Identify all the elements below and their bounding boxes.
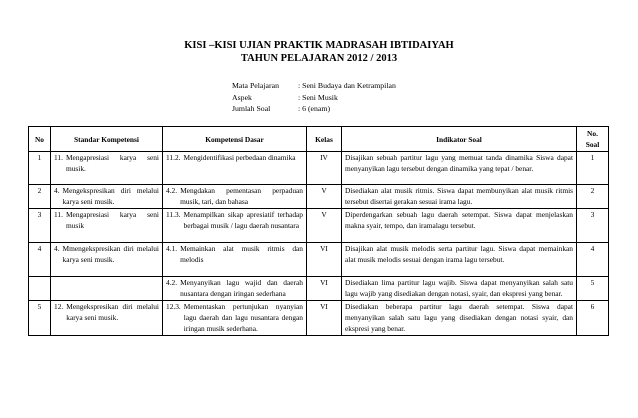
meta-block (232, 80, 396, 115)
sk-text: Mengekspresikan diri melalui karya seni musik. (66, 302, 159, 322)
kd-text: Mementaskan pertunjukan nyanyian lagu daerah dan lagu nusantara dengan iringan musik sederhana. (183, 302, 303, 333)
sk-number: 4. (54, 244, 60, 254)
sk-text: Mengapresiasi karya seni musik (65, 210, 159, 230)
table-row (29, 185, 609, 209)
kd-text: Mengdakan pementasan perpaduan musik, tari, dan bahasa (180, 186, 303, 206)
sk-text: Mengekspresikan diri melalui karya seni musik. (62, 186, 159, 206)
document-subtitle: TAHUN PELAJARAN 2012 / 2013 (240, 53, 398, 64)
cell-indikator: Disediakan alat musik ritmis. Siswa dapat membunyikan alat musik ritmis tersebut disertai gerakan sesuai irama lagu. (342, 185, 577, 209)
kd-text: Memainkan alat musik ritmis dan melodis (180, 244, 303, 264)
sk-number: 12. (54, 302, 64, 312)
table-row (29, 209, 609, 243)
kd-number: 4.2. (166, 186, 178, 195)
cell-no: 1 (29, 152, 51, 185)
cell-indikator: Disediakan lima partitur lagu wajib. Siswa dapat menyanyikan salah satu lagu wajib yang disediakan dengan notasi, syair, dan ekspresi yang benar. (342, 277, 577, 301)
kd-text: Mengidentifikasi perbedaan dinamika (183, 153, 296, 162)
cell-no-soal: 3 (577, 209, 609, 243)
cell-no: 4 (29, 243, 51, 277)
kd-text: Menyanyikan lagu wajid dan daerah nusantara dengan iringan sederhana (180, 278, 303, 298)
cell-kompetensi-dasar (163, 185, 307, 209)
header-standar-kompetensi: Standar Kompetensi (51, 127, 163, 152)
meta-value: : Seni Musik (298, 92, 338, 102)
cell-indikator: Disajikan alat musik melodis serta partitur lagu. Siswa dapat memainkan alat musik melodis sesuai dengan irama lagu tersebut. (342, 243, 577, 277)
kd-number: 11.3. (166, 210, 181, 220)
cell-indikator: Disediakan beberapa partitur lagu daerah setempat. Siswa dapat menyanyikan salah satu lagu yang disediakan dengan notasi syair, dan ekspresi yang benar. (342, 301, 577, 336)
meta-key: Aspek (232, 92, 252, 102)
kisi-table (28, 126, 609, 336)
cell-kelas: VI (307, 243, 342, 277)
kd-number: 4.1. (166, 244, 178, 254)
cell-indikator: Disajikan sebuah partitur lagu yang memuat tanda dinamika Siswa dapat menyanyikan lagu tersebut dengan dinamika yang tepat / benar. (342, 152, 577, 185)
cell-standar-kompetensi (51, 152, 163, 185)
meta-value: : Seni Budaya dan Ketrampilan (298, 81, 396, 90)
sk-text: Mengapresiasi karya seni musik. (65, 153, 159, 173)
header-indikator-soal: Indikator Soal (342, 127, 577, 152)
header-kelas: Kelas (307, 127, 342, 152)
cell-kelas: VI (307, 277, 342, 301)
meta-row-subject (232, 80, 396, 92)
cell-standar-kompetensi (51, 301, 163, 336)
cell-kelas: IV (307, 152, 342, 185)
document-title: KISI –KISI UJIAN PRAKTIK MADRASAH IBTIDAIYAH (184, 40, 454, 51)
cell-no: 5 (29, 301, 51, 336)
cell-standar-kompetensi (51, 185, 163, 209)
cell-standar-kompetensi (51, 209, 163, 243)
sk-number: 11. (54, 153, 63, 162)
cell-no (29, 277, 51, 301)
table-row (29, 152, 609, 185)
cell-kompetensi-dasar (163, 209, 307, 243)
kd-number: 11.2. (166, 153, 181, 162)
header-kompetensi-dasar: Kompetensi Dasar (163, 127, 307, 152)
cell-kompetensi-dasar (163, 152, 307, 185)
cell-kelas: V (307, 209, 342, 243)
kd-number: 12.3. (166, 302, 181, 312)
cell-kelas: V (307, 185, 342, 209)
meta-key: Mata Pelajaran (232, 81, 279, 90)
cell-standar-kompetensi (51, 243, 163, 277)
kd-text: Menampilkan sikap apresiatif terhadap berbagai musik / lagu daerah nusantara (183, 210, 303, 230)
cell-no-soal: 5 (577, 277, 609, 301)
sk-text: Mmengekspresikan diri melalui karya seni musik. (62, 244, 159, 264)
cell-kompetensi-dasar (163, 243, 307, 277)
cell-no-soal: 4 (577, 243, 609, 277)
meta-value: : 6 (enam) (298, 104, 331, 113)
header-no-soal: No. Soal (577, 127, 609, 152)
cell-no-soal: 2 (577, 185, 609, 209)
cell-no: 2 (29, 185, 51, 209)
cell-no: 3 (29, 209, 51, 243)
meta-row-aspect (232, 92, 396, 104)
cell-kompetensi-dasar (163, 277, 307, 301)
cell-no-soal: 1 (577, 152, 609, 185)
header-no: No (29, 127, 51, 152)
cell-kelas: VI (307, 301, 342, 336)
meta-row-count (232, 103, 396, 115)
table-row (29, 301, 609, 336)
kd-number: 4.2. (166, 278, 178, 288)
cell-kompetensi-dasar (163, 301, 307, 336)
table-header-row (29, 127, 609, 152)
sk-number: 4. (54, 186, 60, 195)
sk-number: 11. (54, 210, 63, 220)
meta-key: Jumlah Soal (232, 104, 271, 113)
cell-no-soal: 6 (577, 301, 609, 336)
cell-indikator: Diperdengarkan sebuah lagu daerah setempat. Siswa dapat menjelaskan makna syair, tempo, dan iramalagu tersebut. (342, 209, 577, 243)
table-row (29, 277, 609, 301)
cell-standar-kompetensi (51, 277, 163, 301)
table-row (29, 243, 609, 277)
